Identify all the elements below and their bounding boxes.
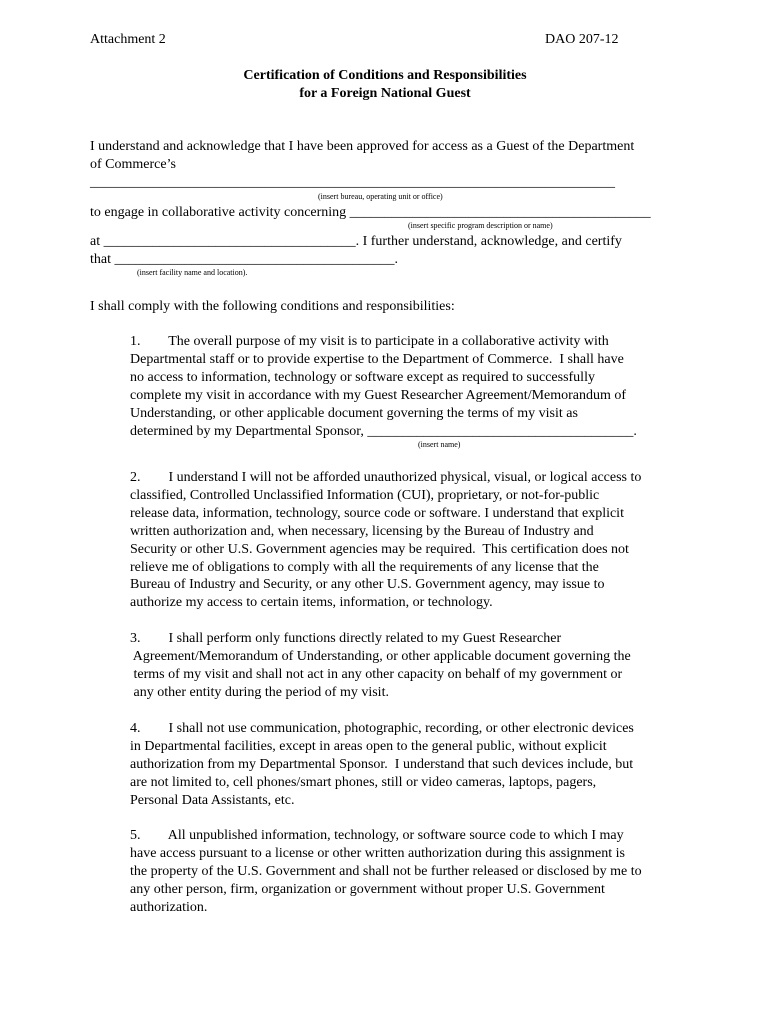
condition-item-2 [130,469,690,612]
condition-line: Security or other U.S. Government agencies may be required. This certification does not [130,541,629,557]
condition-line: the property of the U.S. Government and shall not be further released or disclosed by me to [130,863,642,879]
condition-line: written authorization and, when necessary, licensing by the Bureau of Industry and [130,523,594,539]
condition-line: have access pursuant to a license or other written authorization during this assignment is [130,845,625,861]
condition-line: in Departmental facilities, except in areas open to the general public, without explicit [130,738,607,754]
condition-line: are not limited to, cell phones/smart phones, still or video cameras, laptops, pagers, [130,774,597,790]
condition-item-3 [130,630,690,702]
condition-line: 4. I shall not use communication, photographic, recording, or other electronic devices [130,721,634,736]
condition-line: Agreement/Memorandum of Understanding, or other applicable document governing the [130,648,631,664]
condition-item-1 [130,333,690,440]
program-hint: (insert specific program description or name) [408,221,553,230]
comply-statement: I shall comply with the following conditions and responsibilities: [90,299,455,314]
attachment-label: Attachment 2 [90,32,166,47]
facility-at-line[interactable]: at ____________________________________. I further understand, acknowledge, and certify [90,234,622,249]
condition-line: no access to information, technology or software except as required to successfully [130,369,595,385]
name-hint: (insert name) [418,440,461,449]
condition-line: Understanding, or other applicable document governing the terms of my visit as [130,405,578,421]
condition-line: 2. I understand I will not be afforded unauthorized physical, visual, or logical access to [130,470,642,485]
condition-line: complete my visit in accordance with my Guest Researcher Agreement/Memorandum of [130,387,627,403]
condition-line: authorization from my Departmental Sponsor. I understand that such devices include, but [130,756,634,772]
document-number: DAO 207-12 [545,32,619,47]
activity-line[interactable]: to engage in collaborative activity concerning ___________________________________________ [90,205,651,220]
condition-line: relieve me of obligations to comply with all the requirements of any license that the [130,559,599,575]
condition-line: classified, Controlled Unclassified Information (CUI), proprietary, or not-for-public [130,487,600,503]
condition-line: authorize my access to certain items, information, or technology. [130,595,493,611]
bureau-blank-field[interactable]: ___________________________________________________________________________ [90,175,615,190]
intro-line-1: I understand and acknowledge that I have been approved for access as a Guest of the Department [90,139,635,154]
condition-item-4 [130,720,690,810]
facility-hint: (insert facility name and location). [137,268,248,277]
condition-line: Departmental staff or to provide expertise to the Department of Commerce. I shall have [130,351,624,367]
condition-line: Personal Data Assistants, etc. [130,792,295,808]
bureau-hint: (insert bureau, operating unit or office) [318,192,443,201]
condition-line: 3. I shall perform only functions directly related to my Guest Researcher [130,631,562,646]
condition-line: release data, information, technology, source code or software. I understand that explicit [130,505,624,521]
condition-line: authorization. [130,899,208,915]
condition-line: 1. The overall purpose of my visit is to participate in a collaborative activity with [130,334,609,349]
condition-line: any other person, firm, organization or government without proper U.S. Government [130,881,605,897]
page-subtitle: for a Foreign National Guest [299,86,471,101]
condition-line: Bureau of Industry and Security, or any other U.S. Government agency, may issue to [130,577,605,593]
condition-item-5 [130,827,690,917]
page-title: Certification of Conditions and Responsibilities [243,68,527,83]
condition-line: any other entity during the period of my visit. [130,684,389,700]
condition-line: 5. All unpublished information, technology, or software source code to which I may [130,828,624,843]
sponsor-name-field[interactable]: determined by my Departmental Sponsor, ______________________________________. [130,423,637,439]
condition-line: terms of my visit and shall not act in any other capacity on behalf of my government or [130,666,623,682]
intro-line-2: of Commerce’s [90,157,176,172]
certify-that-line[interactable]: that ________________________________________. [90,252,398,267]
